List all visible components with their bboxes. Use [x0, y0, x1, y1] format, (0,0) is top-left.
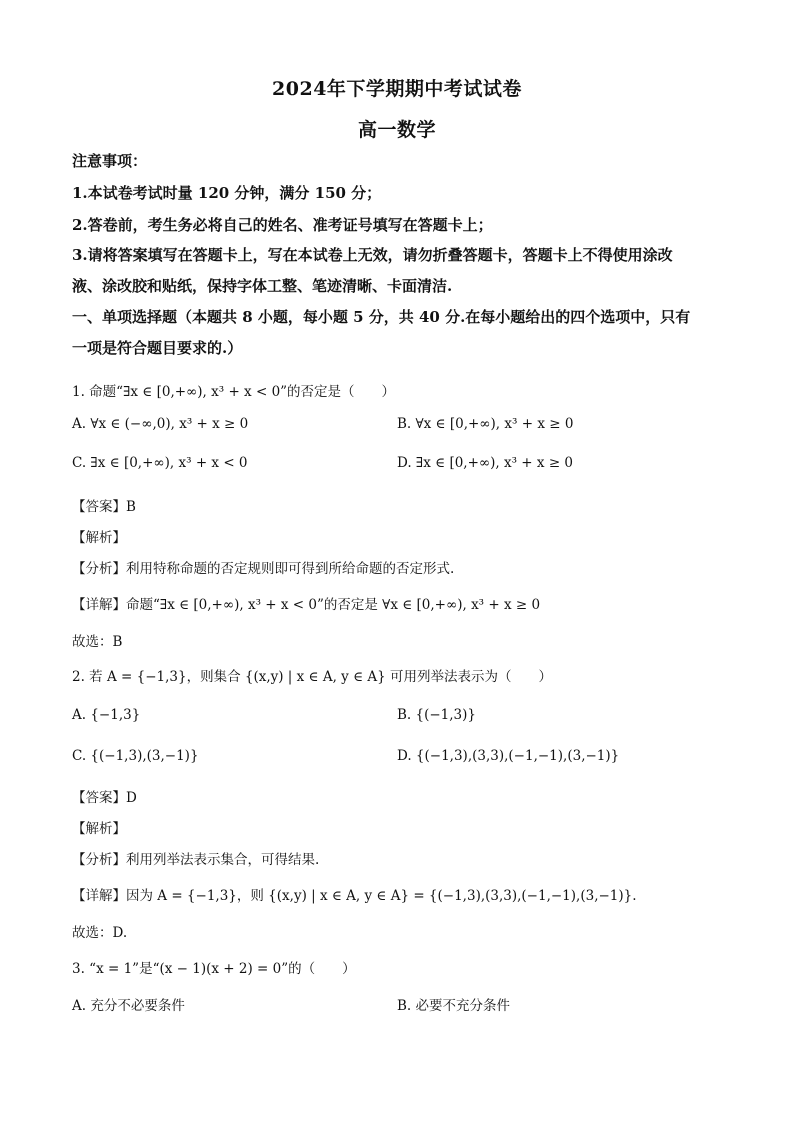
q1-option-d: D. ∃x ∈ [0,+∞), x³ + x ≥ 0 — [397, 455, 574, 471]
exam-subject: 高一数学 — [357, 119, 436, 141]
section-heading-line2: 一项是符合题目要求的.） — [72, 339, 243, 357]
q2-detail: 【详解】因为 A = {−1,3}，则 {(x,y) | x ∈ A, y ∈ A} = {(−1,3),(3,3),(−1,−1),(3,−1)}. — [72, 888, 637, 904]
q2-option-d: D. {(−1,3),(3,3),(−1,−1),(3,−1)} — [397, 748, 620, 764]
q2-option-b: B. {(−1,3)} — [397, 707, 476, 723]
exam-title: 2024年下学期期中考试试卷 — [272, 78, 522, 100]
q1-analysis: 【分析】利用特称命题的否定规则即可得到所给命题的否定形式. — [72, 561, 455, 577]
q1-stem: 1. 命题“∃x ∈ [0,+∞), x³ + x < 0”的否定是（ ） — [72, 384, 396, 400]
notes-heading: 注意事项： — [72, 152, 148, 170]
note-item-3-line2: 液、涂改胶和贴纸，保持字体工整、笔迹清晰、卡面清洁. — [72, 277, 453, 295]
q1-choice: 故选：B — [72, 634, 123, 650]
q1-answer: 【答案】B — [72, 499, 136, 515]
q1-detail: 【详解】命题“∃x ∈ [0,+∞), x³ + x < 0”的否定是 ∀x ∈ [0,+∞), x³ + x ≥ 0 — [72, 597, 541, 613]
q3-option-a: A. 充分不必要条件 — [72, 998, 185, 1014]
q3-option-b: B. 必要不充分条件 — [397, 998, 511, 1014]
q2-stem: 2. 若 A = {−1,3}，则集合 {(x,y) | x ∈ A, y ∈ A} 可用列举法表示为（ ） — [72, 669, 552, 685]
q1-option-c: C. ∃x ∈ [0,+∞), x³ + x < 0 — [72, 455, 248, 471]
note-item-2: 2.答卷前，考生务必将自己的姓名、准考证号填写在答题卡上； — [72, 216, 493, 234]
q2-answer: 【答案】D — [72, 790, 137, 806]
q3-stem: 3. “x = 1”是“(x − 1)(x + 2) = 0”的（ ） — [72, 961, 356, 977]
note-item-1: 1.本试卷考试时量 120 分钟，满分 150 分； — [72, 184, 382, 202]
q2-analysis: 【分析】利用列举法表示集合，可得结果. — [72, 852, 320, 868]
q1-analysis-label: 【解析】 — [72, 530, 126, 546]
q2-analysis-label: 【解析】 — [72, 821, 126, 837]
section-heading-line1: 一、单项选择题（本题共 8 小题，每小题 5 分，共 40 分.在每小题给出的四个选项中，只有 — [72, 308, 691, 326]
q2-option-a: A. {−1,3} — [72, 707, 141, 723]
q1-option-b: B. ∀x ∈ [0,+∞), x³ + x ≥ 0 — [397, 416, 574, 432]
q2-option-c: C. {(−1,3),(3,−1)} — [72, 748, 199, 764]
q1-option-a: A. ∀x ∈ (−∞,0), x³ + x ≥ 0 — [72, 416, 249, 432]
q2-choice: 故选：D. — [72, 925, 128, 941]
note-item-3-line1: 3.请将答案填写在答题卡上，写在本试卷上无效，请勿折叠答题卡，答题卡上不得使用涂改 — [72, 246, 673, 264]
